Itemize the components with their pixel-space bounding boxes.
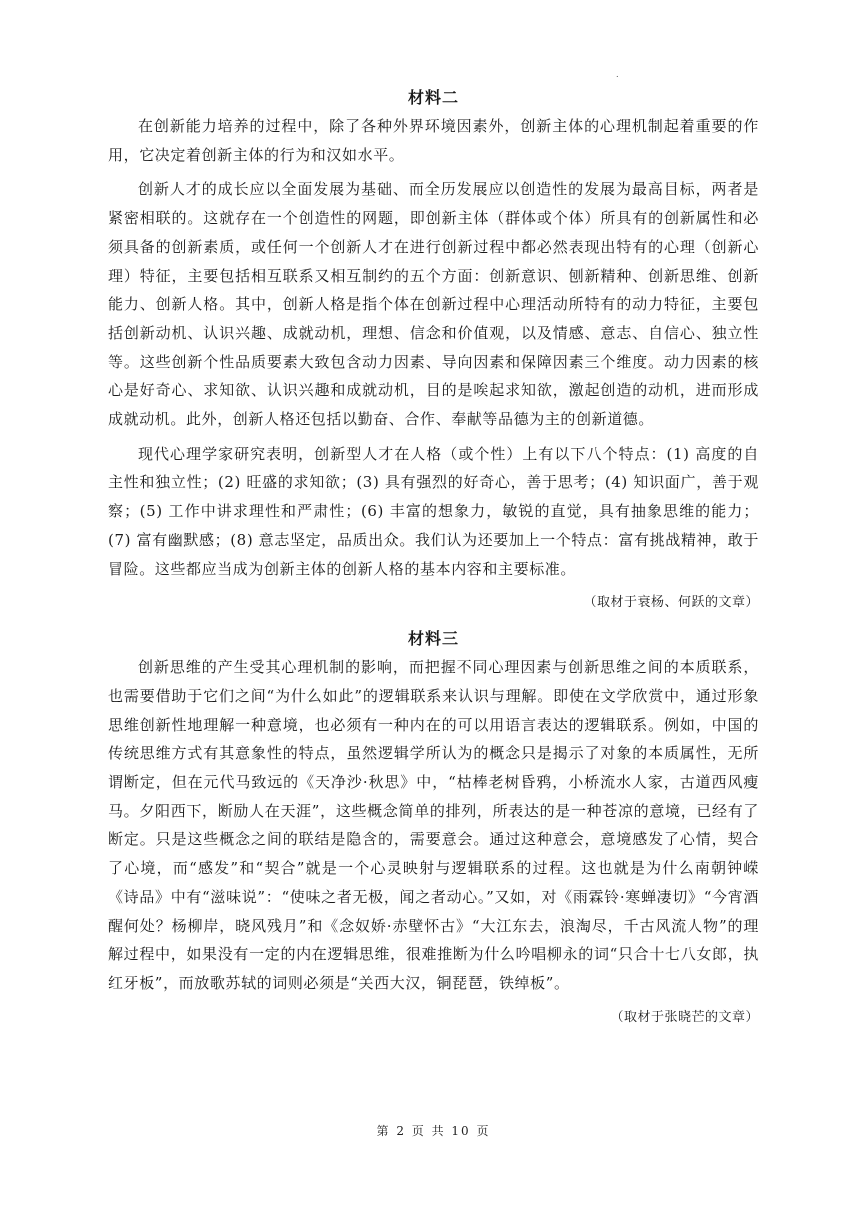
- material-three-paragraph-1: 创新思维的产生受其心理机制的影响，而把握不同心理因素与创新思维之间的本质联系，也需要借助于它们之间“为什么如此”的逻辑联系来认识与理解。即使在文学欣赏中，通过形象思维创新性地理解一种意境，也必须有一种内在的可以用语言表达的逻辑联系。例如，中国的传统思维方式有其意象性的特点，虽然逻辑学所认为的概念只是揭示了对象的本质属性，无所谓断定，但在元代马致远的《天净沙·秋思》中，“枯棒老树昏鸦，小桥流水人家，古道西风瘦马。夕阳西下，断励人在天涯”，这些概念简单的排列，所表达的是一种苍凉的意境，已经有了断定。只是这些概念之间的联结是隐含的，需要意会。通过这种意会，意境感发了心情，契合了心境，而“感发”和“契合”就是一个心灵映射与逻辑联系的过程。这也就是为什么南朝钟嵘《诗品》中有“滋味说”：“使味之者无极，闻之者动心。”又如，对《雨霖铃·寒蝉凄切》“今宵酒醒何处？杨柳岸，晓风残月”和《念奴娇·赤壁怀古》“大江东去，浪淘尽，千古风流人物”的理解过程中，如果没有一定的内在逻辑思维，很难推断为什么吟唱柳永的词“只合十七八女郎，执红牙板”，而放歌苏轼的词则必须是“关西大汉，铜琵琶，铁绰板”。: [108, 658, 759, 992]
- material-two-paragraph-1: 在创新能力培养的过程中，除了各种外界环境因素外，创新主体的心理机制起着重要的作用，它决定着创新主体的行为和汉如水平。: [108, 117, 759, 164]
- material-three-section: [108, 625, 759, 1031]
- material-two-paragraph-2: 创新人才的成长应以全面发展为基础、而全历发展应以创造性的发展为最高目标，两者是紧密相联的。这就存在一个创造性的网题，即创新主体（群体或个体）所具有的创新属性和必须具备的创新素质，或任何一个创新人才在进行创新过程中都必然表现出特有的心理（创新心理）特征，主要包括相互联系又相互制约的五个方面：创新意识、刨新精种、创新思维、创新能力、创新人格。其中，创新人格是指个体在创新过程中心理活动所特有的动力特征，主要包括创新动机、认识兴趣、成就动机，理想、信念和价值观，以及情感、意志、自信心、独立性等。这些创新个性品质要素大致包含动力因素、导向因素和保障因素三个维度。动力因素的核心是好奇心、求知欲、认识兴趣和成就动机，目的是唉起求知欲，激起创造的动机，进而形成成就动机。此外，创新人格还包括以勤奋、合作、奉献等品德为主的创新道德。: [108, 180, 759, 429]
- material-two-title: 材料二: [407, 88, 459, 107]
- material-three-source: （取材于张晓芒的文章）: [610, 1009, 759, 1025]
- page-mark: .: [616, 70, 619, 79]
- document-body: [108, 84, 759, 1032]
- material-two-section: [108, 84, 759, 617]
- material-two-paragraph-3: 现代心理学家研究表明，创新型人才在人格（或个性）上有以下八个特点：(1) 高度的自主性和独立性；(2) 旺盛的求知欲；(3) 具有强烈的好奇心，善于思考；(4) 知识面广，善于观察；(5) 工作中讲求理性和严肃性；(6) 丰富的想象力，敏锐的直觉，具有抽象思维的能力；(7) 富有幽默感；(8) 意志坚定，品质出众。我们认为还要加上一个特点：富有挑战精神，敢于冒险。这些都应当成为创新主体的创新人格的基本内容和主要标准。: [108, 444, 759, 578]
- material-two-source: （取材于衰杨、何跃的文章）: [583, 595, 759, 611]
- page-footer: 第 2 页 共 10 页: [376, 1124, 491, 1138]
- material-three-title: 材料三: [407, 629, 459, 649]
